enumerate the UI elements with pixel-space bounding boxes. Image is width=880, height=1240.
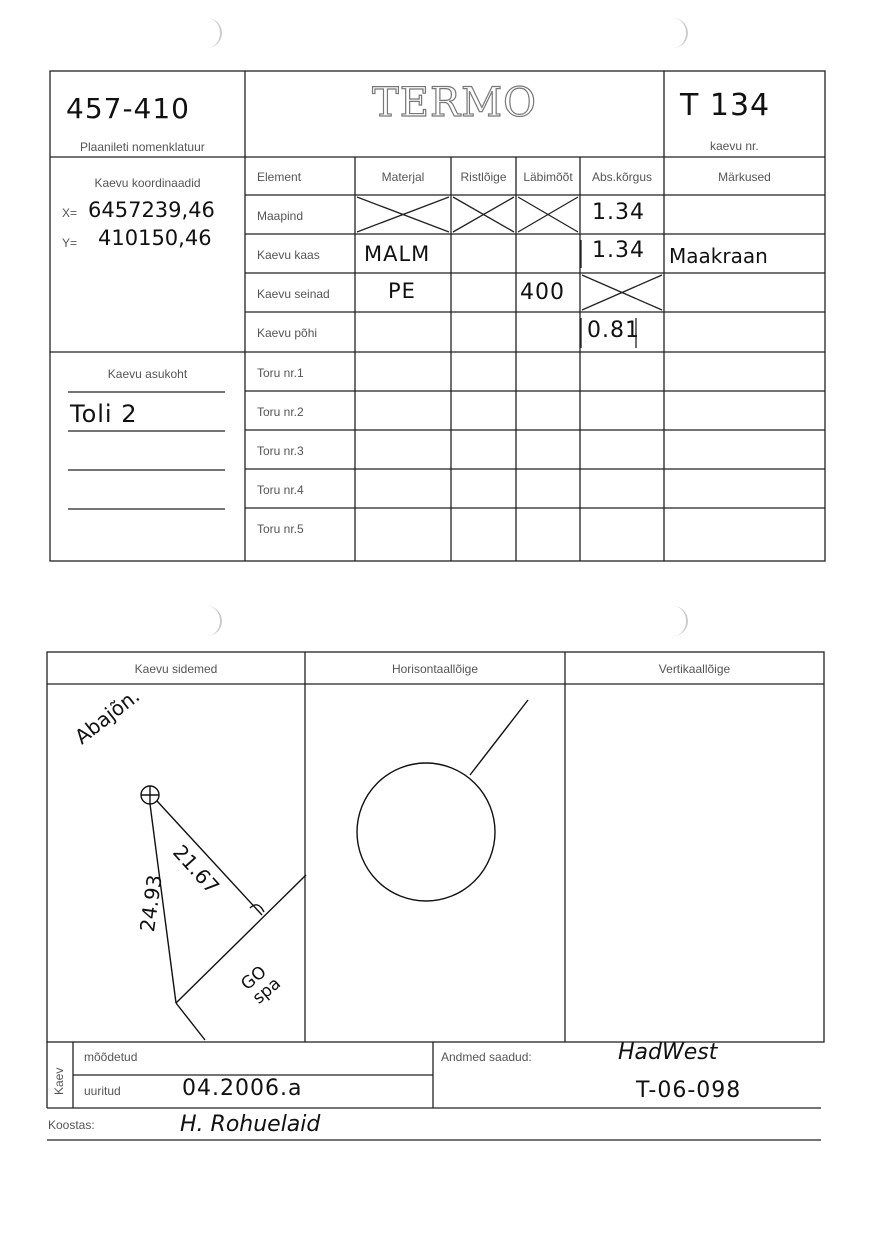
data-received-label: Andmed saadud: xyxy=(441,1050,532,1064)
nomenclature-label: Plaanileti nomenklatuur xyxy=(80,140,205,154)
well-side-label: Kaev xyxy=(52,1067,66,1095)
data-received-signature: HadWest xyxy=(618,1040,718,1065)
bottom-elevation-value: 0.81 xyxy=(587,318,640,343)
row-label: Kaevu põhi xyxy=(257,326,318,340)
column-header-notes: Märkused xyxy=(718,170,771,184)
ground-elevation-value: 1.34 xyxy=(592,200,645,225)
punch-hole xyxy=(668,18,688,48)
measured-value: 04.2006.a xyxy=(182,1076,303,1101)
ties-column-header: Kaevu sidemed xyxy=(134,662,218,676)
ties-sketch xyxy=(141,786,306,1040)
x-coordinate-value: 6457239,46 xyxy=(88,198,215,222)
compiled-label: Koostas: xyxy=(48,1118,95,1132)
sketch-label-top: Abajõn. xyxy=(70,683,145,749)
row-label: Kaevu seinad xyxy=(257,287,330,301)
nomenclature-value: 457-410 xyxy=(66,92,190,125)
row-label: Kaevu kaas xyxy=(257,248,320,262)
row-label: Toru nr.4 xyxy=(257,483,304,497)
coordinates-label: Kaevu koordinaadid xyxy=(94,176,201,190)
row-label: Toru nr.5 xyxy=(257,522,304,536)
column-header-elevation: Abs.kõrgus xyxy=(591,170,653,184)
punch-hole xyxy=(202,18,222,48)
column-header-cross-section: Ristlõige xyxy=(460,170,507,184)
punch-hole xyxy=(668,606,688,636)
row-label: Maapind xyxy=(257,209,304,223)
horizontal-section-sketch xyxy=(357,700,528,901)
column-header-material: Materjal xyxy=(381,170,425,184)
row-label: Toru nr.3 xyxy=(257,444,304,458)
column-header-diameter: Läbimõõt xyxy=(523,170,573,184)
row-label: Toru nr.1 xyxy=(257,366,304,380)
sketch-label-bottom: GO spa xyxy=(237,962,285,1009)
y-coordinate-value: 410150,46 xyxy=(98,226,212,250)
vertical-section-header: Vertikaallõige xyxy=(658,662,731,676)
punch-hole xyxy=(202,606,222,636)
lid-notes-value: Maakraan xyxy=(669,244,768,268)
measured-label: uuritud xyxy=(84,1084,121,1098)
well-number-value: T 134 xyxy=(680,88,771,123)
row-label: Toru nr.2 xyxy=(257,405,304,419)
dimension-a: 21.67 xyxy=(168,840,225,899)
dimension-b: 24.93 xyxy=(135,873,167,934)
data-received-value: T-06-098 xyxy=(636,1078,742,1103)
wall-diameter-value: 400 xyxy=(520,280,565,305)
lid-material-value: MALM xyxy=(364,242,431,266)
staked-label: mõõdetud xyxy=(84,1050,138,1064)
x-prefix: X= xyxy=(62,206,78,220)
horizontal-section-header: Horisontaallõige xyxy=(391,662,479,676)
location-value: Toli 2 xyxy=(70,400,138,428)
y-prefix: Y= xyxy=(62,236,78,250)
lid-elevation-value: 1.34 xyxy=(592,238,645,263)
well-number-label: kaevu nr. xyxy=(710,139,759,153)
column-header-element: Element xyxy=(257,170,302,184)
brand-logo: TERMO xyxy=(372,80,537,126)
compiled-by-signature: H. Rohuelaid xyxy=(180,1112,321,1137)
location-label: Kaevu asukoht xyxy=(107,367,188,381)
wall-material-value: PE xyxy=(388,279,416,303)
